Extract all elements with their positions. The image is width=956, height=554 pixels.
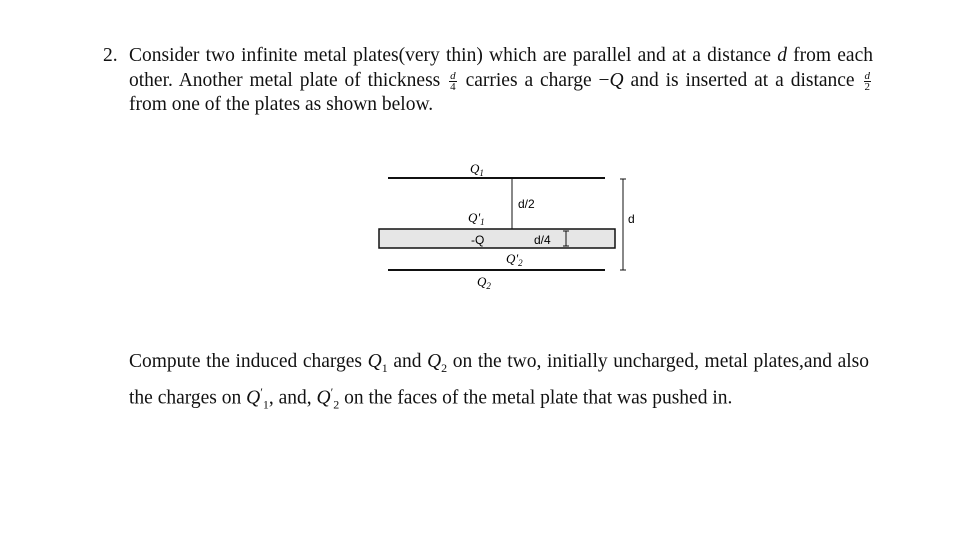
label-d-half: d/2	[518, 197, 535, 211]
label-q2: $Q_2$	[477, 274, 491, 291]
label-q2-prime: $Q'_2$	[506, 251, 523, 268]
label-minus-q: -Q	[471, 233, 485, 247]
label-q1: $Q_1$	[470, 161, 484, 178]
compute-question: Compute the induced charges $Q_1$ and $Q_2$ on the two, initially uncharged, metal plates,and also the charges on $Q'_1$, and, $Q'_2$ on the faces of the metal plate that was pushed in.	[129, 351, 869, 412]
label-q1-prime: $Q'_1$	[468, 210, 485, 227]
inserted-plate	[379, 229, 615, 248]
var-q: Q	[609, 69, 624, 91]
fraction-d-over-4: $\frac{d}{4}$	[450, 69, 456, 93]
label-d-quarter: d/4	[534, 233, 551, 247]
problem-number: 2.	[103, 45, 118, 66]
label-d-total: d	[628, 212, 635, 226]
problem-text: Consider two infinite metal plates(very thin) which are parallel and at a distance d from each other. Another metal plate of thickness $\frac{d}{4}$ carries a charge −Q and is inserted at a distance $\frac{d}{2}$ from one of the plates as shown below.	[129, 45, 873, 115]
var-d: d	[777, 45, 787, 66]
fraction-d-over-2: $\frac{d}{2}$	[864, 69, 870, 93]
